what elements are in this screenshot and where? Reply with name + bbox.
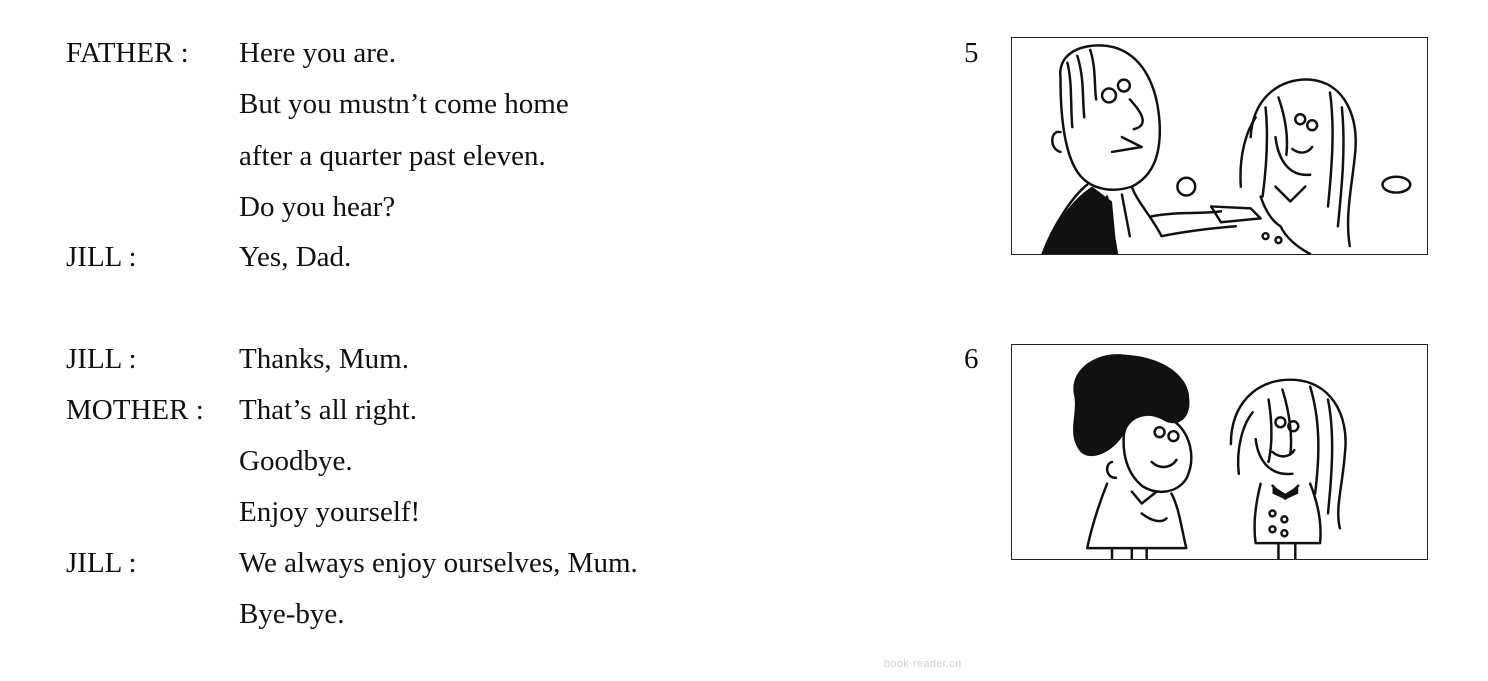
father-giving-key-illustration (1012, 38, 1427, 254)
watermark-text: book-reader.cn (884, 658, 962, 670)
dialogue-line: Bye-bye. (239, 598, 345, 630)
dialogue-line: That’s all right. (239, 394, 417, 426)
dialogue-line: Enjoy yourself! (239, 496, 421, 528)
panel-number-6: 6 (964, 343, 979, 375)
speaker-label: MOTHER : (66, 394, 204, 426)
mother-and-jill-illustration (1012, 345, 1427, 559)
dialogue-line: Yes, Dad. (239, 241, 352, 273)
illustration-panel-5 (1011, 37, 1428, 255)
dialogue-line: Goodbye. (239, 445, 353, 477)
dialogue-line: But you mustn’t come home (239, 88, 569, 120)
speaker-label: JILL : (66, 343, 137, 375)
speaker-label: JILL : (66, 547, 137, 579)
dialogue-line: after a quarter past eleven. (239, 140, 546, 172)
dialogue-line: Here you are. (239, 37, 396, 69)
speaker-label: JILL : (66, 241, 137, 273)
dialogue-line: Do you hear? (239, 191, 396, 223)
panel-number-5: 5 (964, 37, 979, 69)
dialogue-line: Thanks, Mum. (239, 343, 409, 375)
speaker-label: FATHER : (66, 37, 189, 69)
illustration-panel-6 (1011, 344, 1428, 560)
dialogue-line: We always enjoy ourselves, Mum. (239, 547, 638, 579)
